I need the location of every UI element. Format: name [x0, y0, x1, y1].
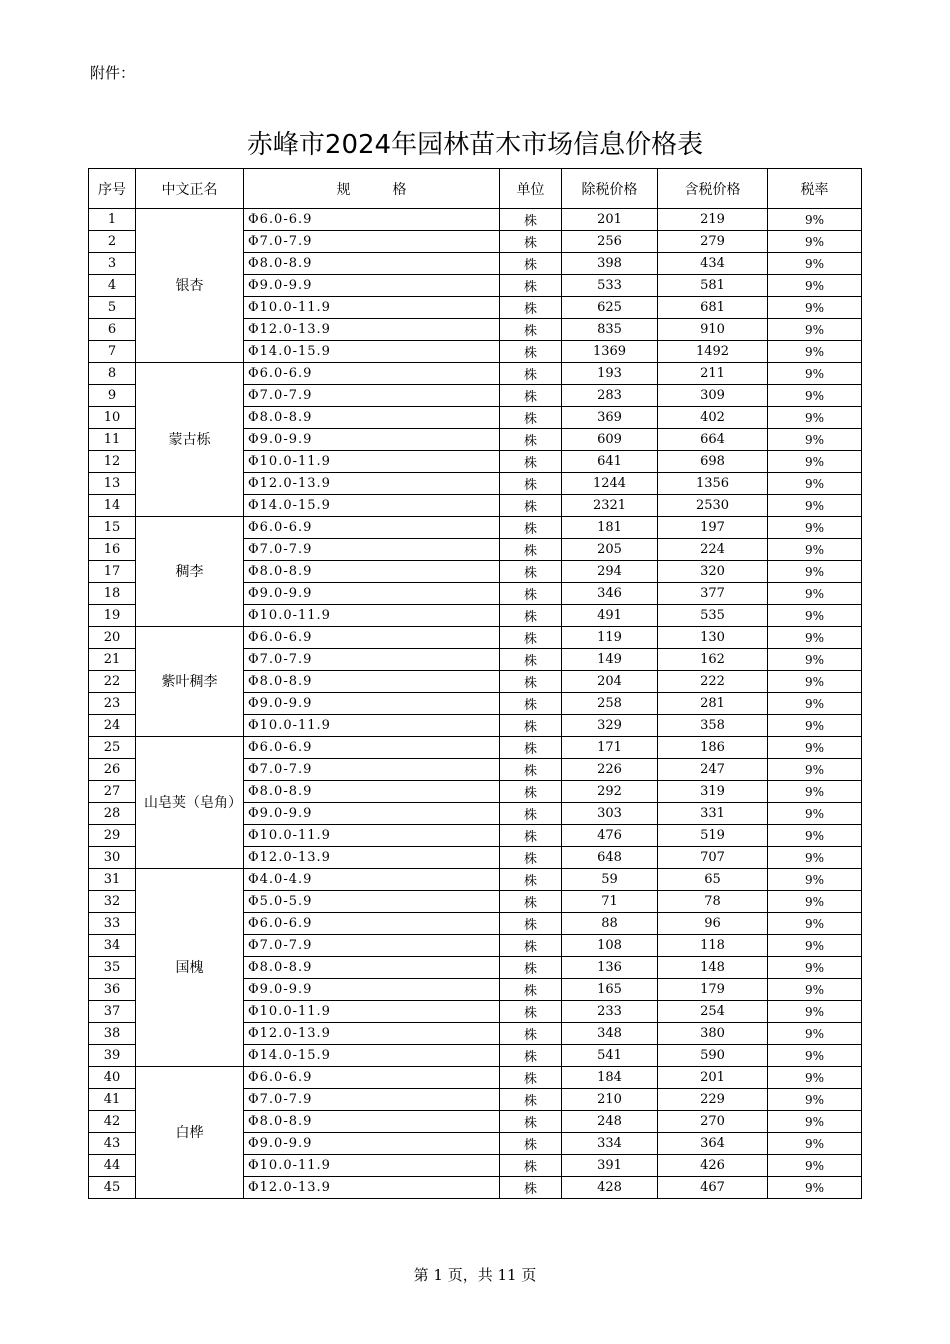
price-ex-tax-cell: 625: [562, 297, 658, 319]
price-inc-tax-cell: 707: [658, 847, 768, 869]
unit-cell: 株: [500, 671, 562, 693]
unit-cell: 株: [500, 1133, 562, 1155]
page-footer: 第 1 页，共 11 页: [413, 1266, 537, 1284]
price-ex-tax-cell: 119: [562, 627, 658, 649]
unit-cell: 株: [500, 407, 562, 429]
row-index: 40: [89, 1067, 136, 1089]
price-inc-tax-cell: 426: [658, 1155, 768, 1177]
tax-rate-cell: 9%: [768, 825, 862, 847]
unit-cell: 株: [500, 803, 562, 825]
tax-rate-cell: 9%: [768, 341, 862, 363]
price-inc-tax-cell: 309: [658, 385, 768, 407]
row-index: 33: [89, 913, 136, 935]
price-ex-tax-cell: 71: [562, 891, 658, 913]
tax-rate-cell: 9%: [768, 583, 862, 605]
price-ex-tax-cell: 369: [562, 407, 658, 429]
price-ex-tax-cell: 294: [562, 561, 658, 583]
unit-cell: 株: [500, 1045, 562, 1067]
row-index: 45: [89, 1177, 136, 1199]
spec-cell: Φ6.0-6.9: [244, 209, 500, 231]
tax-rate-cell: 9%: [768, 715, 862, 737]
tax-rate-cell: 9%: [768, 913, 862, 935]
spec-cell: Φ10.0-11.9: [244, 297, 500, 319]
price-inc-tax-cell: 681: [658, 297, 768, 319]
tax-rate-cell: 9%: [768, 649, 862, 671]
tax-rate-cell: 9%: [768, 1177, 862, 1199]
price-inc-tax-cell: 186: [658, 737, 768, 759]
unit-cell: 株: [500, 253, 562, 275]
price-ex-tax-cell: 171: [562, 737, 658, 759]
row-index: 8: [89, 363, 136, 385]
tax-rate-cell: 9%: [768, 1067, 862, 1089]
price-inc-tax-cell: 1492: [658, 341, 768, 363]
header-index: 序号: [89, 169, 136, 209]
price-inc-tax-cell: 65: [658, 869, 768, 891]
unit-cell: 株: [500, 473, 562, 495]
price-ex-tax-cell: 201: [562, 209, 658, 231]
spec-cell: Φ8.0-8.9: [244, 407, 500, 429]
spec-cell: Φ12.0-13.9: [244, 847, 500, 869]
tax-rate-cell: 9%: [768, 231, 862, 253]
price-ex-tax-cell: 88: [562, 913, 658, 935]
spec-cell: Φ9.0-9.9: [244, 583, 500, 605]
unit-cell: 株: [500, 231, 562, 253]
tax-rate-cell: 9%: [768, 737, 862, 759]
row-index: 7: [89, 341, 136, 363]
price-inc-tax-cell: 664: [658, 429, 768, 451]
unit-cell: 株: [500, 781, 562, 803]
row-index: 12: [89, 451, 136, 473]
spec-cell: Φ12.0-13.9: [244, 319, 500, 341]
spec-cell: Φ9.0-9.9: [244, 1133, 500, 1155]
tax-rate-cell: 9%: [768, 1045, 862, 1067]
row-index: 4: [89, 275, 136, 297]
row-index: 23: [89, 693, 136, 715]
price-ex-tax-cell: 165: [562, 979, 658, 1001]
price-inc-tax-cell: 162: [658, 649, 768, 671]
unit-cell: 株: [500, 847, 562, 869]
tax-rate-cell: 9%: [768, 1111, 862, 1133]
unit-cell: 株: [500, 979, 562, 1001]
unit-cell: 株: [500, 869, 562, 891]
species-name: 紫叶稠李: [136, 627, 244, 737]
row-index: 10: [89, 407, 136, 429]
unit-cell: 株: [500, 957, 562, 979]
row-index: 22: [89, 671, 136, 693]
tax-rate-cell: 9%: [768, 1155, 862, 1177]
price-ex-tax-cell: 258: [562, 693, 658, 715]
tax-rate-cell: 9%: [768, 385, 862, 407]
document-title: 赤峰市2024年园林苗木市场信息价格表: [246, 130, 704, 160]
spec-cell: Φ10.0-11.9: [244, 605, 500, 627]
tax-rate-cell: 9%: [768, 847, 862, 869]
spec-cell: Φ7.0-7.9: [244, 231, 500, 253]
row-index: 1: [89, 209, 136, 231]
price-ex-tax-cell: 210: [562, 1089, 658, 1111]
attachment-label: 附件：: [90, 64, 136, 82]
table-row: [89, 363, 862, 385]
price-ex-tax-cell: 193: [562, 363, 658, 385]
spec-cell: Φ5.0-5.9: [244, 891, 500, 913]
price-inc-tax-cell: 118: [658, 935, 768, 957]
price-inc-tax-cell: 402: [658, 407, 768, 429]
price-ex-tax-cell: 59: [562, 869, 658, 891]
price-ex-tax-cell: 648: [562, 847, 658, 869]
unit-cell: 株: [500, 825, 562, 847]
table-row: [89, 737, 862, 759]
row-index: 26: [89, 759, 136, 781]
row-index: 35: [89, 957, 136, 979]
price-inc-tax-cell: 331: [658, 803, 768, 825]
price-inc-tax-cell: 247: [658, 759, 768, 781]
row-index: 44: [89, 1155, 136, 1177]
spec-cell: Φ8.0-8.9: [244, 671, 500, 693]
row-index: 13: [89, 473, 136, 495]
row-index: 30: [89, 847, 136, 869]
price-ex-tax-cell: 248: [562, 1111, 658, 1133]
price-inc-tax-cell: 78: [658, 891, 768, 913]
price-ex-tax-cell: 491: [562, 605, 658, 627]
table-header-row: [89, 169, 862, 209]
unit-cell: 株: [500, 935, 562, 957]
unit-cell: 株: [500, 429, 562, 451]
spec-cell: Φ12.0-13.9: [244, 1023, 500, 1045]
spec-cell: Φ6.0-6.9: [244, 1067, 500, 1089]
header-spec: 规 格: [244, 169, 500, 209]
price-inc-tax-cell: 224: [658, 539, 768, 561]
spec-cell: Φ7.0-7.9: [244, 539, 500, 561]
row-index: 29: [89, 825, 136, 847]
price-inc-tax-cell: 96: [658, 913, 768, 935]
row-index: 16: [89, 539, 136, 561]
unit-cell: 株: [500, 891, 562, 913]
spec-cell: Φ6.0-6.9: [244, 363, 500, 385]
header-unit: 单位: [500, 169, 562, 209]
price-ex-tax-cell: 2321: [562, 495, 658, 517]
price-table: [88, 168, 862, 1199]
table-row: [89, 627, 862, 649]
header-price-ex-tax: 除税价格: [562, 169, 658, 209]
tax-rate-cell: 9%: [768, 979, 862, 1001]
unit-cell: 株: [500, 649, 562, 671]
unit-cell: 株: [500, 209, 562, 231]
spec-cell: Φ7.0-7.9: [244, 935, 500, 957]
price-inc-tax-cell: 130: [658, 627, 768, 649]
unit-cell: 株: [500, 1111, 562, 1133]
unit-cell: 株: [500, 759, 562, 781]
table-row: [89, 209, 862, 231]
price-ex-tax-cell: 391: [562, 1155, 658, 1177]
tax-rate-cell: 9%: [768, 539, 862, 561]
spec-cell: Φ6.0-6.9: [244, 517, 500, 539]
price-inc-tax-cell: 581: [658, 275, 768, 297]
unit-cell: 株: [500, 341, 562, 363]
tax-rate-cell: 9%: [768, 1133, 862, 1155]
price-inc-tax-cell: 364: [658, 1133, 768, 1155]
tax-rate-cell: 9%: [768, 209, 862, 231]
price-inc-tax-cell: 698: [658, 451, 768, 473]
spec-cell: Φ7.0-7.9: [244, 385, 500, 407]
header-tax-rate: 税率: [768, 169, 862, 209]
spec-cell: Φ10.0-11.9: [244, 451, 500, 473]
unit-cell: 株: [500, 517, 562, 539]
price-ex-tax-cell: 233: [562, 1001, 658, 1023]
price-inc-tax-cell: 179: [658, 979, 768, 1001]
tax-rate-cell: 9%: [768, 517, 862, 539]
unit-cell: 株: [500, 715, 562, 737]
price-ex-tax-cell: 283: [562, 385, 658, 407]
price-inc-tax-cell: 590: [658, 1045, 768, 1067]
row-index: 39: [89, 1045, 136, 1067]
spec-cell: Φ10.0-11.9: [244, 715, 500, 737]
price-inc-tax-cell: 211: [658, 363, 768, 385]
row-index: 17: [89, 561, 136, 583]
tax-rate-cell: 9%: [768, 803, 862, 825]
tax-rate-cell: 9%: [768, 451, 862, 473]
price-inc-tax-cell: 229: [658, 1089, 768, 1111]
price-inc-tax-cell: 319: [658, 781, 768, 803]
row-index: 43: [89, 1133, 136, 1155]
row-index: 27: [89, 781, 136, 803]
row-index: 21: [89, 649, 136, 671]
price-inc-tax-cell: 270: [658, 1111, 768, 1133]
spec-cell: Φ12.0-13.9: [244, 1177, 500, 1199]
spec-cell: Φ9.0-9.9: [244, 979, 500, 1001]
unit-cell: 株: [500, 539, 562, 561]
spec-cell: Φ14.0-15.9: [244, 495, 500, 517]
price-inc-tax-cell: 910: [658, 319, 768, 341]
price-ex-tax-cell: 1244: [562, 473, 658, 495]
unit-cell: 株: [500, 297, 562, 319]
header-price-inc-tax: 含税价格: [658, 169, 768, 209]
tax-rate-cell: 9%: [768, 605, 862, 627]
unit-cell: 株: [500, 605, 562, 627]
spec-cell: Φ8.0-8.9: [244, 1111, 500, 1133]
unit-cell: 株: [500, 275, 562, 297]
tax-rate-cell: 9%: [768, 671, 862, 693]
row-index: 28: [89, 803, 136, 825]
table-row: [89, 517, 862, 539]
unit-cell: 株: [500, 1089, 562, 1111]
price-ex-tax-cell: 541: [562, 1045, 658, 1067]
tax-rate-cell: 9%: [768, 957, 862, 979]
species-name: 蒙古栎: [136, 363, 244, 517]
tax-rate-cell: 9%: [768, 253, 862, 275]
spec-cell: Φ4.0-4.9: [244, 869, 500, 891]
spec-cell: Φ8.0-8.9: [244, 781, 500, 803]
spec-cell: Φ10.0-11.9: [244, 1155, 500, 1177]
price-ex-tax-cell: 226: [562, 759, 658, 781]
price-ex-tax-cell: 256: [562, 231, 658, 253]
price-inc-tax-cell: 434: [658, 253, 768, 275]
tax-rate-cell: 9%: [768, 759, 862, 781]
price-ex-tax-cell: 181: [562, 517, 658, 539]
row-index: 41: [89, 1089, 136, 1111]
tax-rate-cell: 9%: [768, 693, 862, 715]
price-inc-tax-cell: 358: [658, 715, 768, 737]
unit-cell: 株: [500, 495, 562, 517]
unit-cell: 株: [500, 1001, 562, 1023]
spec-cell: Φ6.0-6.9: [244, 627, 500, 649]
row-index: 24: [89, 715, 136, 737]
price-inc-tax-cell: 2530: [658, 495, 768, 517]
price-ex-tax-cell: 184: [562, 1067, 658, 1089]
unit-cell: 株: [500, 913, 562, 935]
price-ex-tax-cell: 428: [562, 1177, 658, 1199]
price-ex-tax-cell: 205: [562, 539, 658, 561]
row-index: 18: [89, 583, 136, 605]
tax-rate-cell: 9%: [768, 891, 862, 913]
price-inc-tax-cell: 519: [658, 825, 768, 847]
unit-cell: 株: [500, 561, 562, 583]
row-index: 11: [89, 429, 136, 451]
spec-cell: Φ9.0-9.9: [244, 429, 500, 451]
tax-rate-cell: 9%: [768, 407, 862, 429]
tax-rate-cell: 9%: [768, 869, 862, 891]
price-inc-tax-cell: 535: [658, 605, 768, 627]
tax-rate-cell: 9%: [768, 363, 862, 385]
price-inc-tax-cell: 197: [658, 517, 768, 539]
unit-cell: 株: [500, 1155, 562, 1177]
header-name: 中文正名: [136, 169, 244, 209]
price-ex-tax-cell: 292: [562, 781, 658, 803]
unit-cell: 株: [500, 1023, 562, 1045]
spec-cell: Φ9.0-9.9: [244, 275, 500, 297]
species-name: 山皂荚（皂角）: [136, 737, 244, 869]
price-ex-tax-cell: 609: [562, 429, 658, 451]
spec-cell: Φ6.0-6.9: [244, 737, 500, 759]
row-index: 6: [89, 319, 136, 341]
table-row: [89, 869, 862, 891]
row-index: 2: [89, 231, 136, 253]
row-index: 14: [89, 495, 136, 517]
unit-cell: 株: [500, 385, 562, 407]
price-ex-tax-cell: 346: [562, 583, 658, 605]
price-ex-tax-cell: 204: [562, 671, 658, 693]
price-ex-tax-cell: 835: [562, 319, 658, 341]
row-index: 20: [89, 627, 136, 649]
price-ex-tax-cell: 533: [562, 275, 658, 297]
tax-rate-cell: 9%: [768, 561, 862, 583]
price-inc-tax-cell: 201: [658, 1067, 768, 1089]
row-index: 5: [89, 297, 136, 319]
price-ex-tax-cell: 149: [562, 649, 658, 671]
price-inc-tax-cell: 380: [658, 1023, 768, 1045]
price-ex-tax-cell: 334: [562, 1133, 658, 1155]
row-index: 19: [89, 605, 136, 627]
table-row: [89, 1067, 862, 1089]
tax-rate-cell: 9%: [768, 275, 862, 297]
price-ex-tax-cell: 476: [562, 825, 658, 847]
price-inc-tax-cell: 320: [658, 561, 768, 583]
tax-rate-cell: 9%: [768, 319, 862, 341]
row-index: 31: [89, 869, 136, 891]
spec-cell: Φ12.0-13.9: [244, 473, 500, 495]
price-inc-tax-cell: 148: [658, 957, 768, 979]
tax-rate-cell: 9%: [768, 495, 862, 517]
spec-cell: Φ8.0-8.9: [244, 957, 500, 979]
tax-rate-cell: 9%: [768, 297, 862, 319]
tax-rate-cell: 9%: [768, 1001, 862, 1023]
row-index: 3: [89, 253, 136, 275]
unit-cell: 株: [500, 451, 562, 473]
tax-rate-cell: 9%: [768, 429, 862, 451]
unit-cell: 株: [500, 1067, 562, 1089]
tax-rate-cell: 9%: [768, 781, 862, 803]
price-ex-tax-cell: 136: [562, 957, 658, 979]
price-ex-tax-cell: 329: [562, 715, 658, 737]
spec-cell: Φ7.0-7.9: [244, 759, 500, 781]
spec-cell: Φ6.0-6.9: [244, 913, 500, 935]
unit-cell: 株: [500, 737, 562, 759]
price-inc-tax-cell: 1356: [658, 473, 768, 495]
price-inc-tax-cell: 219: [658, 209, 768, 231]
row-index: 15: [89, 517, 136, 539]
spec-cell: Φ8.0-8.9: [244, 561, 500, 583]
species-name: 稠李: [136, 517, 244, 627]
table-body: [89, 209, 862, 1199]
unit-cell: 株: [500, 363, 562, 385]
spec-cell: Φ14.0-15.9: [244, 341, 500, 363]
row-index: 42: [89, 1111, 136, 1133]
price-inc-tax-cell: 222: [658, 671, 768, 693]
species-name: 银杏: [136, 209, 244, 363]
row-index: 25: [89, 737, 136, 759]
price-ex-tax-cell: 641: [562, 451, 658, 473]
spec-cell: Φ9.0-9.9: [244, 693, 500, 715]
tax-rate-cell: 9%: [768, 627, 862, 649]
row-index: 32: [89, 891, 136, 913]
tax-rate-cell: 9%: [768, 935, 862, 957]
price-inc-tax-cell: 377: [658, 583, 768, 605]
price-inc-tax-cell: 281: [658, 693, 768, 715]
unit-cell: 株: [500, 693, 562, 715]
spec-cell: Φ8.0-8.9: [244, 253, 500, 275]
price-ex-tax-cell: 108: [562, 935, 658, 957]
spec-cell: Φ10.0-11.9: [244, 1001, 500, 1023]
tax-rate-cell: 9%: [768, 1089, 862, 1111]
price-ex-tax-cell: 1369: [562, 341, 658, 363]
species-name: 国槐: [136, 869, 244, 1067]
unit-cell: 株: [500, 319, 562, 341]
unit-cell: 株: [500, 1177, 562, 1199]
row-index: 38: [89, 1023, 136, 1045]
price-ex-tax-cell: 348: [562, 1023, 658, 1045]
row-index: 9: [89, 385, 136, 407]
spec-cell: Φ9.0-9.9: [244, 803, 500, 825]
row-index: 36: [89, 979, 136, 1001]
species-name: 白桦: [136, 1067, 244, 1199]
spec-cell: Φ14.0-15.9: [244, 1045, 500, 1067]
price-inc-tax-cell: 467: [658, 1177, 768, 1199]
price-ex-tax-cell: 398: [562, 253, 658, 275]
price-ex-tax-cell: 303: [562, 803, 658, 825]
price-inc-tax-cell: 254: [658, 1001, 768, 1023]
unit-cell: 株: [500, 627, 562, 649]
tax-rate-cell: 9%: [768, 1023, 862, 1045]
spec-cell: Φ7.0-7.9: [244, 649, 500, 671]
row-index: 34: [89, 935, 136, 957]
price-inc-tax-cell: 279: [658, 231, 768, 253]
tax-rate-cell: 9%: [768, 473, 862, 495]
spec-cell: Φ7.0-7.9: [244, 1089, 500, 1111]
spec-cell: Φ10.0-11.9: [244, 825, 500, 847]
row-index: 37: [89, 1001, 136, 1023]
unit-cell: 株: [500, 583, 562, 605]
